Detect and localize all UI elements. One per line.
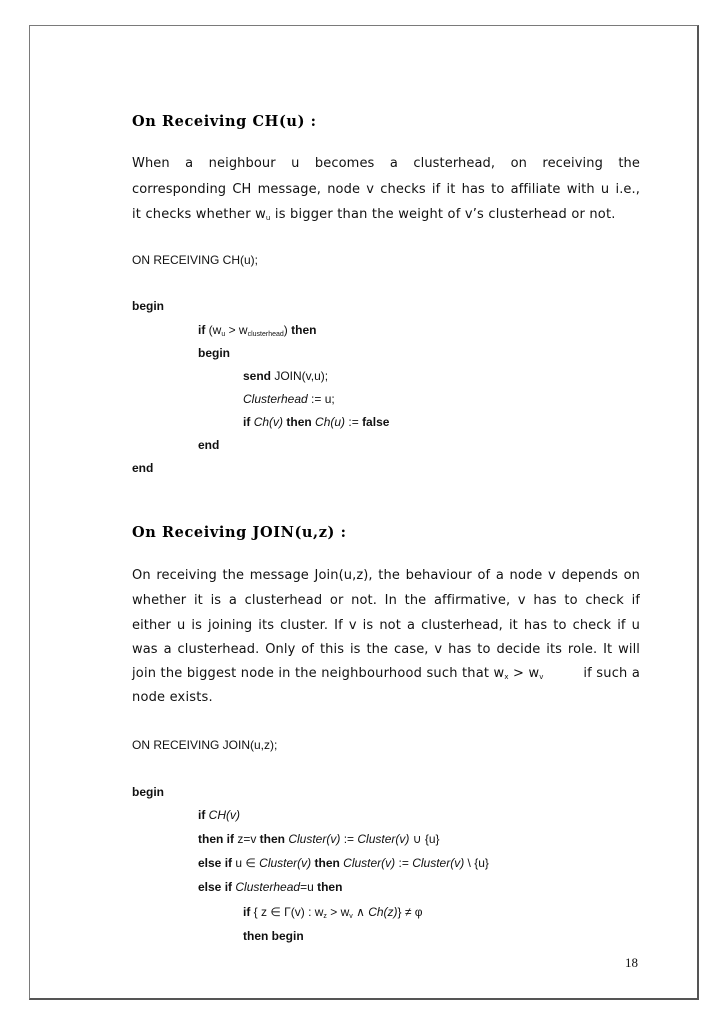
code-line-else-if: else if u ∈ Cluster(v) then Cluster(v) := Cluster(v) \ {u} <box>198 856 489 870</box>
code-end: end <box>132 461 154 475</box>
code-line-if-ch: if Ch(v) then Ch(u) := false <box>243 415 390 429</box>
paragraph-line: node exists. <box>132 690 213 705</box>
page-number: 18 <box>625 955 638 970</box>
code-begin: begin <box>132 299 164 313</box>
paragraph-line: join the biggest node in the neighbourhood such that $w_x > w_v$ if such a <box>132 666 640 681</box>
page-frame <box>29 25 699 1000</box>
code-inner-end: end <box>198 438 220 452</box>
paragraph-line: On receiving the message Join(u,z), the behaviour of a node v depends on <box>132 568 640 583</box>
code-line-then-begin: then begin <box>243 929 304 943</box>
paragraph-line: it checks whether $w_u$ is bigger than the weight of v’s clusterhead or not. <box>132 207 616 222</box>
section-heading-ch: On Receiving CH(u) : <box>132 113 317 130</box>
paragraph-line: either u is joining its cluster. If v is not a clusterhead, it has to check if u <box>132 618 640 633</box>
code-line-assign: Clusterhead := u; <box>243 392 335 406</box>
code-begin: begin <box>132 785 164 799</box>
code-line-else-if-clusterhead: else if Clusterhead=u then <box>198 880 343 894</box>
paragraph-line: was a clusterhead. Only of this is the case, v has to decide its role. It will <box>132 642 640 657</box>
code-inner-begin: begin <box>198 346 230 360</box>
paragraph-line: When a neighbour u becomes a clusterhead, on receiving the <box>132 156 640 171</box>
procedure-name: ON RECEIVING CH(u); <box>132 253 259 267</box>
paragraph-line: whether it is a clusterhead or not. In the affirmative, v has to check if <box>132 593 640 608</box>
procedure-name: ON RECEIVING JOIN(u,z); <box>132 738 278 752</box>
code-line-send: send JOIN(v,u); <box>243 369 329 383</box>
code-line-if-set: if { z ∈ Γ(v) : $w_z > w_v$ ∧ Ch(z)} ≠ φ <box>243 905 423 920</box>
paragraph-line: corresponding CH message, node v checks if it has to affiliate with u i.e., <box>132 182 640 197</box>
code-line-if-chv: if CH(v) <box>198 808 240 822</box>
section-heading-join: On Receiving JOIN(u,z) : <box>132 524 347 541</box>
code-line-if: if $(w_u > w_{clusterhead})$ then <box>198 323 317 338</box>
code-line-then-if: then if z=v then Cluster(v) := Cluster(v) ∪ {u} <box>198 832 440 846</box>
